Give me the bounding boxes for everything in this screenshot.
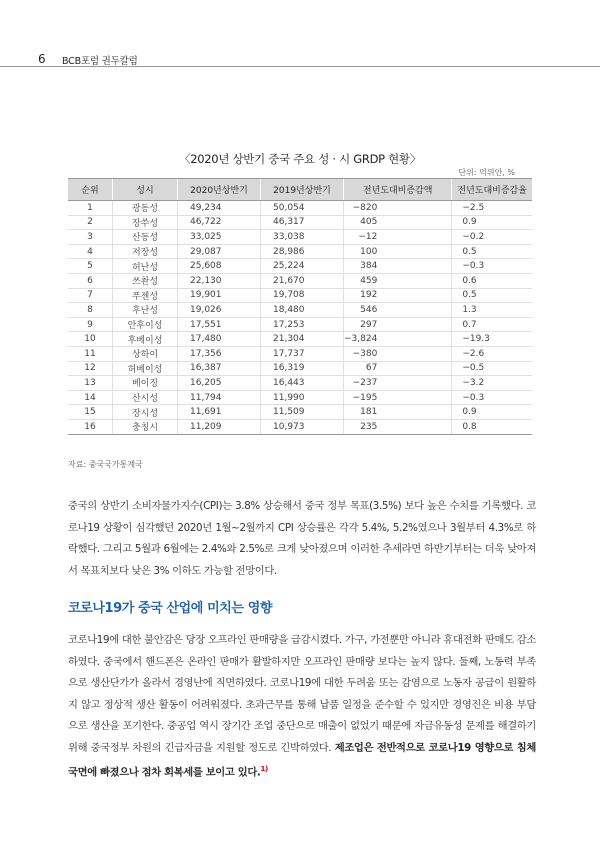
change-rate-cell: −3.2 [452, 376, 532, 391]
table-row [68, 273, 532, 288]
rank-cell: 7 [68, 288, 113, 303]
change-amount-cell: −12 [344, 230, 452, 245]
h1-2020-cell: 25,608 [178, 259, 261, 274]
province-cell: 장쑤성 [113, 215, 178, 230]
paragraph-industry-impact [68, 630, 536, 784]
change-rate-cell: −19.3 [452, 332, 532, 347]
column-header-province: 성시 [113, 179, 178, 201]
h1-2020-cell: 29,087 [178, 244, 261, 259]
header-rule [0, 66, 600, 67]
province-cell: 후베이성 [113, 332, 178, 347]
page-header [0, 52, 600, 66]
table-row [68, 376, 532, 391]
province-cell: 산동성 [113, 230, 178, 245]
change-amount-cell: −820 [344, 201, 452, 216]
h1-2020-cell: 16,387 [178, 361, 261, 376]
table-row [68, 361, 532, 376]
footnote-marker: 1) [260, 765, 268, 773]
change-amount-cell: 67 [344, 361, 452, 376]
change-rate-cell: 0.5 [452, 244, 532, 259]
table-row [68, 288, 532, 303]
province-cell: 베이징 [113, 376, 178, 391]
table-row [68, 346, 532, 361]
change-amount-cell: 459 [344, 273, 452, 288]
column-header-change-rate: 전년도대비증감율 [452, 179, 532, 201]
change-amount-cell: 546 [344, 303, 452, 318]
table-row [68, 405, 532, 420]
column-header-2020h1: 2020년상반기 [178, 179, 261, 201]
h1-2020-cell: 11,691 [178, 405, 261, 420]
h1-2019-cell: 17,253 [261, 317, 344, 332]
rank-cell: 3 [68, 230, 113, 245]
h1-2020-cell: 19,026 [178, 303, 261, 318]
province-cell: 광동성 [113, 201, 178, 216]
paragraph-cpi: 중국의 상반기 소비자물가지수(CPI)는 3.8% 상승해서 중국 정부 목표(3.5%) 보다 높은 수치를 기록했다. 코로나19 상황이 심각했던 2020년 1월∼2월까지 CPI 상승률은 각각 5.4%, 5.2%였으나 3월부터 4.3%로 하락했다. 그리고 5월과 6월에는 2.4%와 2.5%로 크게 낮아졌으며 이러한 추세라면 하반기부터는 더욱 낮아져서 목표치보다 낮은 3% 이하도 가능할 전망이다. [68, 500, 536, 577]
table-unit: 단위: 억위안, % [458, 168, 515, 177]
paragraph-text: 코로나19에 대한 불안감은 당장 오프라인 판매량을 급감시켰다. 가구, 가전뿐만 아니라 휴대전화 판매도 감소하였다. 중국에서 핸드폰은 온라인 판매가 활발하지만 오프라인 판매량 보다는 높지 않다. 둘째, 노동력 부족으로 생산단가가 올라서 경영난에 직면하였다. 코로나19에 대한 두려움 또는 감염으로 노동자 공급이 원활하지 않고 정상적 생산 활동이 어려워졌다. 초과근무를 통해 납품 일정을 준수할 수 있지만 경영진은 비용 부담으로 생산을 포기한다. 중공업 역시 장기간 조업 중단으로 매출이 없었기 때문에 자금유동성 문제를 해결하기 위해 중국정부 차원의 긴급자금을 지원할 정도로 긴박하였다. [68, 634, 536, 754]
h1-2020-cell: 11,794 [178, 390, 261, 405]
change-rate-cell: 0.5 [452, 288, 532, 303]
change-rate-cell: −2.6 [452, 346, 532, 361]
province-cell: 허베이성 [113, 361, 178, 376]
rank-cell: 4 [68, 244, 113, 259]
change-rate-cell: −0.2 [452, 230, 532, 245]
change-rate-cell: 1.3 [452, 303, 532, 318]
province-cell: 안후이성 [113, 317, 178, 332]
h1-2019-cell: 25,224 [261, 259, 344, 274]
change-amount-cell: −3,824 [344, 332, 452, 347]
column-header-2019h1: 2019년상반기 [261, 179, 344, 201]
table-title: 〈2020년 상반기 중국 주요 성 · 시 GRDP 현황〉 [179, 152, 421, 166]
h1-2020-cell: 16,205 [178, 376, 261, 391]
change-amount-cell: 235 [344, 419, 452, 434]
h1-2019-cell: 21,670 [261, 273, 344, 288]
rank-cell: 13 [68, 376, 113, 391]
rank-cell: 15 [68, 405, 113, 420]
rank-cell: 16 [68, 419, 113, 434]
h1-2019-cell: 17,737 [261, 346, 344, 361]
table-row [68, 317, 532, 332]
h1-2020-cell: 19,901 [178, 288, 261, 303]
change-rate-cell: 0.9 [452, 215, 532, 230]
h1-2019-cell: 18,480 [261, 303, 344, 318]
rank-cell: 9 [68, 317, 113, 332]
change-amount-cell: −380 [344, 346, 452, 361]
change-rate-cell: −0.3 [452, 259, 532, 274]
change-amount-cell: 297 [344, 317, 452, 332]
rank-cell: 14 [68, 390, 113, 405]
table-source: 자료: 중국국가통계국 [68, 460, 143, 469]
h1-2020-cell: 11,209 [178, 419, 261, 434]
change-rate-cell: 0.7 [452, 317, 532, 332]
h1-2019-cell: 11,509 [261, 405, 344, 420]
rank-cell: 2 [68, 215, 113, 230]
change-amount-cell: 100 [344, 244, 452, 259]
change-rate-cell: 0.8 [452, 419, 532, 434]
table-row [68, 332, 532, 347]
province-cell: 후난성 [113, 303, 178, 318]
change-amount-cell: 384 [344, 259, 452, 274]
province-cell: 충칭시 [113, 419, 178, 434]
rank-cell: 1 [68, 201, 113, 216]
province-cell: 쓰촨성 [113, 273, 178, 288]
change-amount-cell: −195 [344, 390, 452, 405]
h1-2020-cell: 17,356 [178, 346, 261, 361]
h1-2019-cell: 33,038 [261, 230, 344, 245]
table-row [68, 244, 532, 259]
change-rate-cell: 0.6 [452, 273, 532, 288]
h1-2020-cell: 22,130 [178, 273, 261, 288]
h1-2019-cell: 21,304 [261, 332, 344, 347]
section-heading: 코로나19가 중국 산업에 미치는 영향 [68, 601, 273, 616]
change-rate-cell: −0.5 [452, 361, 532, 376]
rank-cell: 5 [68, 259, 113, 274]
province-cell: 저장성 [113, 244, 178, 259]
h1-2020-cell: 46,722 [178, 215, 261, 230]
header-title: BCB포럼 권두칼럼 [62, 56, 138, 67]
change-rate-cell: −0.3 [452, 390, 532, 405]
change-amount-cell: 181 [344, 405, 452, 420]
h1-2020-cell: 17,551 [178, 317, 261, 332]
page-number: 6 [38, 52, 46, 66]
h1-2019-cell: 46,317 [261, 215, 344, 230]
rank-cell: 10 [68, 332, 113, 347]
province-cell: 산시성 [113, 390, 178, 405]
paragraph-bold-text: 제조업은 전반적으로 코로나19 영향으로 침체국면에 빠졌으나 점차 회복세를 보이고 있다. [68, 741, 536, 779]
h1-2020-cell: 49,234 [178, 201, 261, 216]
rank-cell: 11 [68, 346, 113, 361]
change-rate-cell: −2.5 [452, 201, 532, 216]
table-row [68, 303, 532, 318]
table-header-row [68, 179, 532, 201]
change-amount-cell: 405 [344, 215, 452, 230]
column-header-rank: 순위 [68, 179, 113, 201]
rank-cell: 12 [68, 361, 113, 376]
h1-2019-cell: 19,708 [261, 288, 344, 303]
grdp-table [68, 178, 532, 435]
change-amount-cell: 192 [344, 288, 452, 303]
province-cell: 상하이 [113, 346, 178, 361]
h1-2019-cell: 16,443 [261, 376, 344, 391]
change-rate-cell: 0.9 [452, 405, 532, 420]
table-row [68, 215, 532, 230]
h1-2019-cell: 11,990 [261, 390, 344, 405]
h1-2019-cell: 28,986 [261, 244, 344, 259]
rank-cell: 8 [68, 303, 113, 318]
h1-2020-cell: 33,025 [178, 230, 261, 245]
change-amount-cell: −237 [344, 376, 452, 391]
h1-2020-cell: 17,480 [178, 332, 261, 347]
column-header-change-amount: 전년도대비증감액 [344, 179, 452, 201]
h1-2019-cell: 50,054 [261, 201, 344, 216]
table-row [68, 201, 532, 216]
province-cell: 푸젠성 [113, 288, 178, 303]
table-row [68, 259, 532, 274]
province-cell: 허난성 [113, 259, 178, 274]
h1-2019-cell: 16,319 [261, 361, 344, 376]
rank-cell: 6 [68, 273, 113, 288]
table-row [68, 390, 532, 405]
province-cell: 장시성 [113, 405, 178, 420]
table-row [68, 230, 532, 245]
h1-2019-cell: 10,973 [261, 419, 344, 434]
table-row [68, 419, 532, 434]
